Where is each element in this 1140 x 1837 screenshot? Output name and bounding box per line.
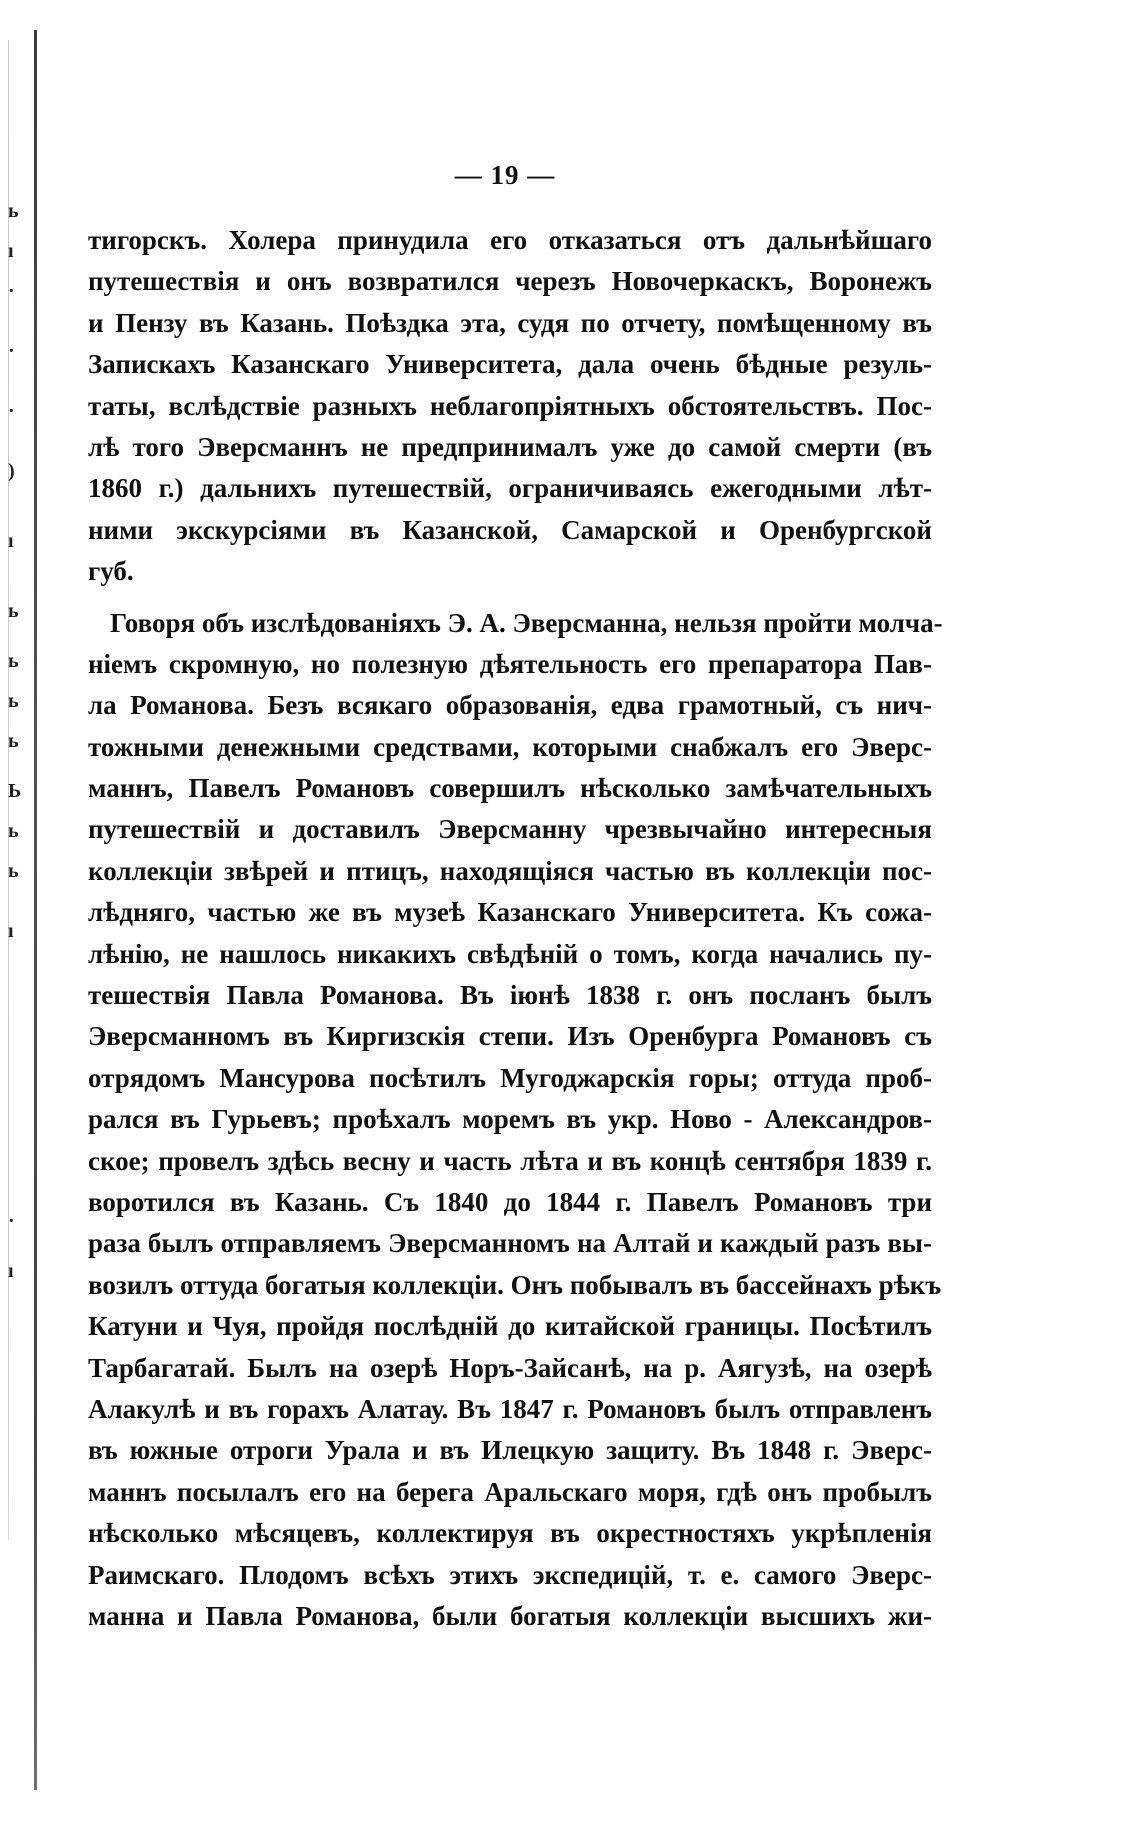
text-line: возилъ оттуда богатыя коллекціи. Онъ побывалъ въ бассейнахъ рѣкъ bbox=[88, 1269, 942, 1300]
margin-mark: · bbox=[8, 340, 15, 362]
text-line: и Пензу въ Казань. Поѣздка эта, судя по отчету, помѣщенному въ bbox=[88, 307, 932, 338]
text-line: лѣнію, не нашлось никакихъ свѣдѣній о томъ, когда начались пу- bbox=[88, 938, 932, 969]
margin-mark: ь bbox=[8, 730, 19, 752]
text-line: раза былъ отправляемъ Эверсманномъ на Алтай и каждый разъ вы- bbox=[88, 1228, 932, 1259]
paragraph-gap bbox=[88, 593, 932, 603]
text-line: коллекціи звѣрей и птицъ, находящіяся частью въ коллекціи пос- bbox=[88, 855, 932, 886]
text-line: въ южные отроги Урала и въ Илецкую защиту. Въ 1848 г. Эверс- bbox=[88, 1435, 932, 1466]
text-line: маннъ посылалъ его на берега Аральскаго моря, гдѣ онъ пробылъ bbox=[88, 1476, 932, 1507]
page-number: — 19 — bbox=[454, 160, 556, 190]
text-line: тожными денежными средствами, которыми снабжалъ его Эверс- bbox=[88, 731, 932, 762]
text-line: Раимскаго. Плодомъ всѣхъ этихъ экспедицій, т. е. самого Эверс- bbox=[88, 1559, 932, 1590]
text-line: нѣсколько мѣсяцевъ, коллектируя въ окрестностяхъ укрѣпленія bbox=[88, 1518, 932, 1549]
text-line: Катуни и Чуя, пройдя послѣдній до китайской границы. Посѣтилъ bbox=[88, 1311, 932, 1342]
text-line: отрядомъ Мансурова посѣтилъ Мугоджарскія горы; оттуда проб- bbox=[88, 1062, 932, 1093]
text-line: маннъ, Павелъ Романовъ совершилъ нѣсколько замѣчательныхъ bbox=[88, 773, 932, 804]
text-line: Запискахъ Казанскаго Университета, дала очень бѣдные резуль- bbox=[88, 349, 932, 380]
binding-edge bbox=[34, 30, 37, 1790]
paragraph-2 bbox=[88, 603, 943, 1638]
text-line: ское; провелъ здѣсь весну и часть лѣта и въ концѣ сентября 1839 г. bbox=[88, 1145, 932, 1176]
text-line: Алакулѣ и въ горахъ Алатау. Въ 1847 г. Романовъ былъ отправленъ bbox=[88, 1393, 932, 1424]
text-line: лѣдняго, частью же въ музеѣ Казанскаго Университета. Къ сожа- bbox=[88, 897, 932, 928]
text-line: манна и Павла Романова, были богатыя коллекціи высшихъ жи- bbox=[88, 1600, 932, 1631]
margin-mark: ь bbox=[8, 820, 19, 842]
margin-mark: ı bbox=[8, 920, 14, 942]
margin-mark: ь bbox=[8, 600, 19, 622]
margin-mark: ь bbox=[8, 690, 19, 712]
text-line: губ. bbox=[88, 556, 134, 587]
margin-mark: ı bbox=[8, 240, 14, 262]
margin-bleed-marks bbox=[4, 200, 30, 1400]
margin-mark: ) bbox=[8, 460, 15, 482]
text-line: воротился въ Казань. Съ 1840 до 1844 г. Павелъ Романовъ три bbox=[88, 1186, 932, 1217]
text-line: путешествія и онъ возвратился черезъ Новочеркаскъ, Воронежъ bbox=[88, 266, 932, 297]
margin-mark: ь bbox=[8, 200, 19, 222]
margin-mark: · bbox=[8, 280, 15, 302]
text-line: рался въ Гурьевъ; проѣхалъ моремъ въ укр. Ново - Александров- bbox=[88, 1104, 932, 1135]
text-line: путешествій и доставилъ Эверсманну чрезвычайно интересныя bbox=[88, 814, 932, 845]
text-line: Эверсманномъ въ Киргизскія степи. Изъ Оренбурга Романовъ съ bbox=[88, 1021, 932, 1052]
text-line: тигорскъ. Холера принудила его отказаться отъ дальнѣйшаго bbox=[88, 225, 932, 255]
text-line: Тарбагатай. Былъ на озерѣ Норъ-Зайсанѣ, на р. Аягузѣ, на озерѣ bbox=[88, 1352, 932, 1383]
margin-mark: · bbox=[8, 1210, 15, 1232]
margin-mark: · bbox=[8, 400, 15, 422]
margin-mark: Ь bbox=[8, 780, 22, 802]
text-line: Говоря объ изслѣдованіяхъ Э. А. Эверсманна, нельзя пройти молча- bbox=[110, 607, 943, 638]
text-line: ла Романова. Безъ всякаго образованія, едва грамотный, съ нич- bbox=[88, 690, 932, 721]
paragraph-1 bbox=[88, 220, 932, 593]
text-line: тешествія Павла Романова. Въ іюнѣ 1838 г. онъ посланъ былъ bbox=[88, 980, 932, 1011]
text-line: таты, вслѣдствіе разныхъ неблагопріятныхъ обстоятельствъ. Пос- bbox=[88, 390, 932, 421]
text-line: ніемъ скромную, но полезную дѣятельность его препаратора Пав- bbox=[88, 648, 932, 679]
margin-mark: ь bbox=[8, 650, 19, 672]
text-line: 1860 г.) дальнихъ путешествій, ограничиваясь ежегодными лѣт- bbox=[88, 473, 932, 504]
text-line: ними экскурсіями въ Казанской, Самарской и Оренбургской bbox=[88, 514, 932, 545]
margin-mark: ı bbox=[8, 530, 14, 552]
text-line: лѣ того Эверсманнъ не предпринималъ уже до самой смерти (въ bbox=[88, 431, 932, 462]
margin-mark: ь bbox=[8, 860, 19, 882]
margin-mark: ı bbox=[8, 1260, 14, 1282]
body-text bbox=[88, 220, 943, 1637]
